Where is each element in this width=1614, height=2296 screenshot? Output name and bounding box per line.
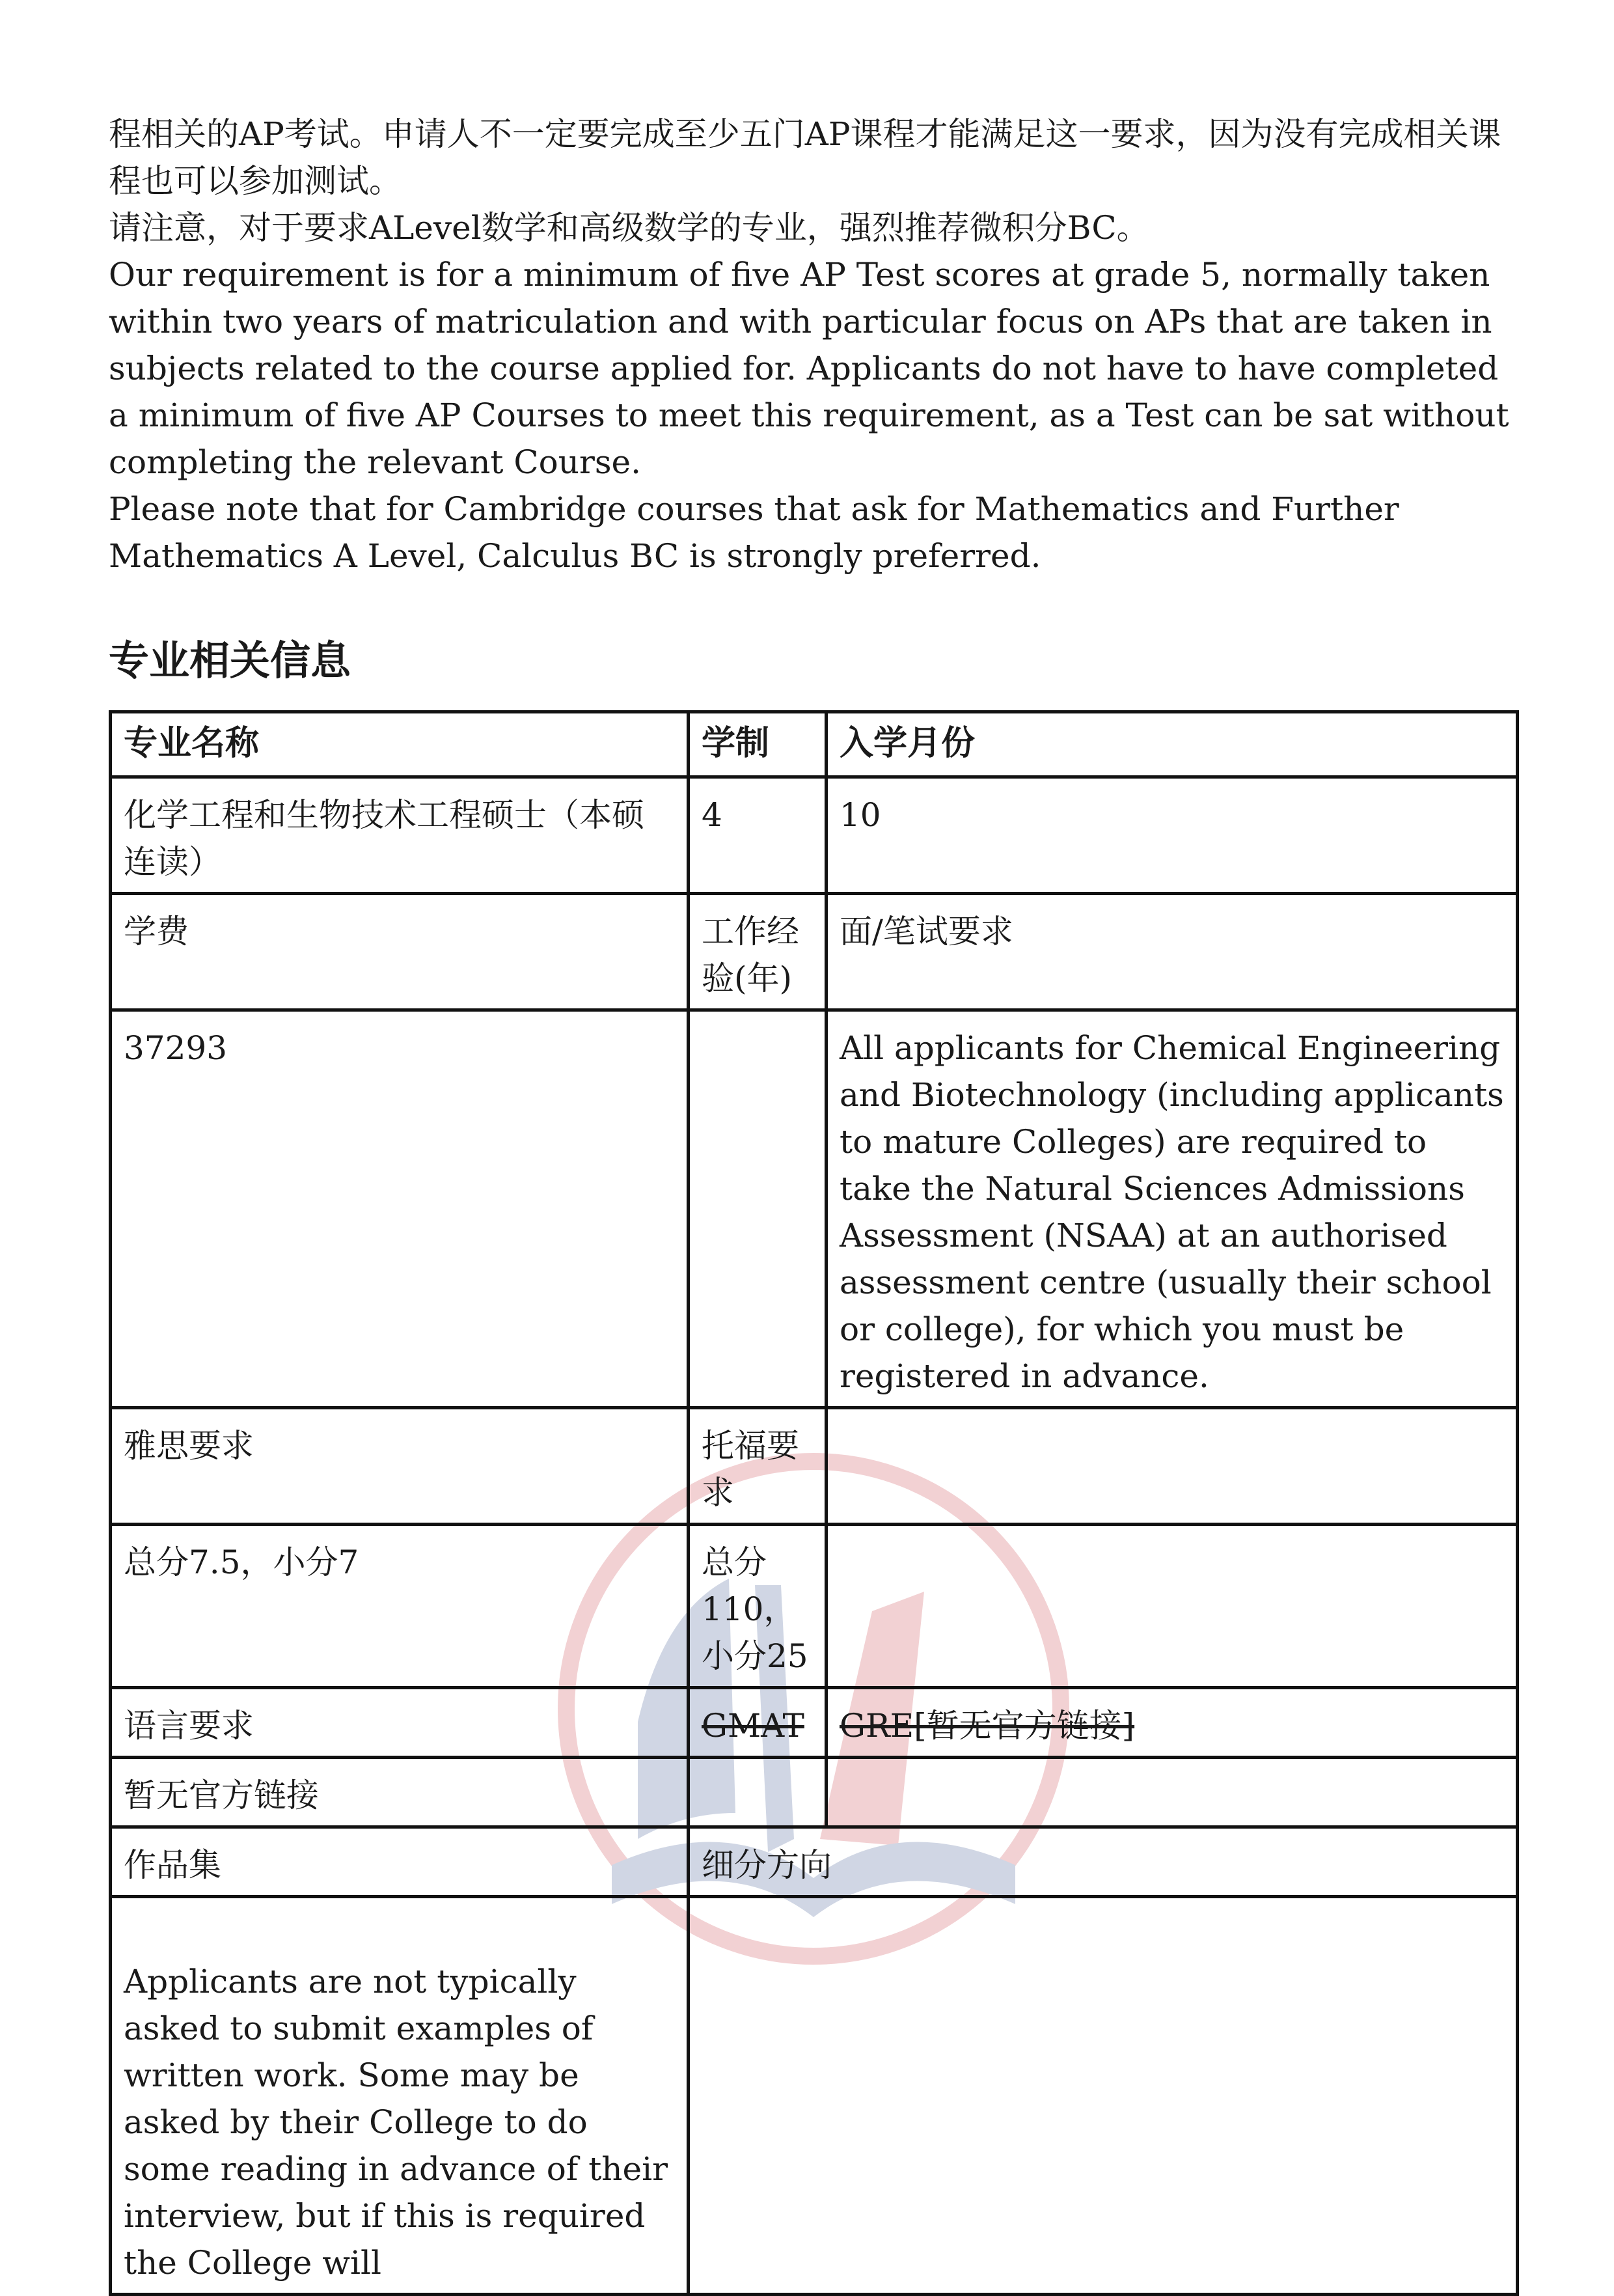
label-work-experience: 工作经验(年) [689, 894, 827, 1010]
empty-cell [827, 1525, 1518, 1688]
intro-zh-paragraph-1: 程相关的AP考试。申请人不一定要完成至少五门AP课程才能满足这一要求，因为没有完成相关课程也可以参加测试。 [109, 115, 1501, 200]
header-duration: 学制 [689, 712, 827, 777]
header-major: 专业名称 [111, 712, 689, 777]
table-row [111, 1408, 1518, 1525]
value-portfolio-cell [111, 1897, 689, 2295]
value-gre [827, 1758, 1518, 1827]
intro-zh-paragraph-2: 请注意，对于要求ALevel数学和高级数学的专业，强烈推荐微积分BC。 [109, 209, 1149, 247]
value-portfolio: Applicants are not typically asked to submit examples of written work. Some may be asked by their College to do some reading in advance of their interview, but if this is required the College will [124, 1963, 668, 2282]
label-portfolio: 作品集 [111, 1827, 689, 1897]
table-row [111, 1525, 1518, 1688]
empty-cell [827, 1408, 1518, 1525]
label-toefl: 托福要求 [689, 1408, 827, 1525]
section-title: 专业相关信息 [109, 637, 351, 684]
label-tuition: 学费 [111, 894, 689, 1010]
label-gre [827, 1688, 1518, 1758]
header-intake: 入学月份 [827, 712, 1518, 777]
label-ielts: 雅思要求 [111, 1408, 689, 1525]
label-gmat [689, 1688, 827, 1758]
value-language: 暂无官方链接 [111, 1758, 689, 1827]
table-row [111, 1688, 1518, 1758]
label-interview: 面/笔试要求 [827, 894, 1518, 1010]
program-duration: 4 [689, 777, 827, 894]
intro-text [109, 111, 1514, 579]
table-row [111, 1897, 1518, 2295]
program-intake: 10 [827, 777, 1518, 894]
intro-en-paragraph-1: Our requirement is for a minimum of five AP Test scores at grade 5, normally taken within two years of matriculation and with particular focus on APs that are taken in subjects related to the course applied for. Applicants do not have to have completed a minimum of five AP Courses to meet this requirement, as a Test can be sat without completing the relevant Course. [109, 256, 1509, 481]
label-specialization: 细分方向 [689, 1827, 1518, 1897]
gmat-strikethrough: GMAT [702, 1707, 804, 1745]
program-info-table [109, 710, 1519, 2296]
value-specialization [689, 1897, 1518, 2295]
value-work-experience [689, 1010, 827, 1408]
value-tuition: 37293 [111, 1010, 689, 1408]
value-ielts: 总分7.5，小分7 [111, 1525, 689, 1688]
table-row [111, 894, 1518, 1010]
table-row [111, 712, 1518, 777]
table-row [111, 1010, 1518, 1408]
value-interview: All applicants for Chemical Engineering and Biotechnology (including applicants to mature Colleges) are required to take the Natural Sciences Admissions Assessment (NSAA) at an authorised assessment centre (usually their school or college), for which you must be registered in advance. [827, 1010, 1518, 1408]
spacer [124, 1911, 675, 1958]
table-row [111, 777, 1518, 894]
gre-strikethrough: GRE[暂无官方链接] [840, 1707, 1135, 1745]
table-row [111, 1758, 1518, 1827]
value-gmat [689, 1758, 827, 1827]
value-toefl: 总分110，小分25 [689, 1525, 827, 1688]
table-row [111, 1827, 1518, 1897]
program-name: 化学工程和生物技术工程硕士（本硕连读） [111, 777, 689, 894]
label-language: 语言要求 [111, 1688, 689, 1758]
intro-en-paragraph-2: Please note that for Cambridge courses that ask for Mathematics and Further Mathematics A Level, Calculus BC is strongly preferred. [109, 490, 1399, 575]
